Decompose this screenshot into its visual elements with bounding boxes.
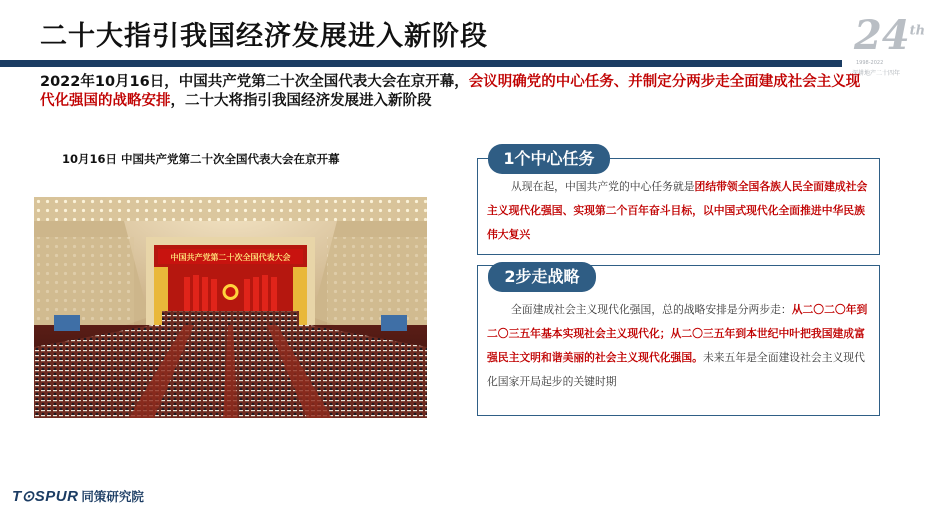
central-task-text bbox=[487, 175, 869, 247]
intro-paragraph bbox=[40, 73, 870, 111]
two-step-highlight: 从二〇二〇年到二〇三五年基本实现社会主义现代化；从二〇三五年到本世纪中叶把我国建成富强民主文明和谐美丽的社会主义现代化强国。 bbox=[487, 303, 868, 364]
two-step-tab: 2步走战略 bbox=[488, 262, 596, 292]
intro-text-1: 2022年10月16日，中国共产党第二十次全国代表大会在京开幕， bbox=[40, 74, 469, 90]
anniversary-logo bbox=[848, 12, 925, 82]
brand-chinese: 同策研究院 bbox=[81, 489, 144, 504]
congress-hall-photo bbox=[34, 197, 427, 418]
two-step-plain-2: 未来五年是全面建设社会主义现代化国家开局起步的关键时期 bbox=[487, 351, 865, 388]
two-step-plain-1: 全面建成社会主义现代化强国，总的战略安排是分两步走： bbox=[511, 303, 792, 316]
intro-text-3: ，二十大将指引我国经济发展进入新阶段 bbox=[170, 93, 432, 109]
page-title: 二十大指引我国经济发展进入新阶段 bbox=[40, 21, 488, 52]
central-task-tab: 1个中心任务 bbox=[488, 144, 610, 174]
logo-number: 24th bbox=[854, 12, 925, 59]
hall-banner-text: 中国共产党第二十次全国代表大会 bbox=[170, 253, 291, 262]
logo-motto: 深耕地产二十四年 bbox=[852, 70, 901, 77]
photo-caption: 10月16日 中国共产党第二十次全国代表大会在京开幕 bbox=[62, 152, 340, 166]
two-step-text bbox=[487, 298, 869, 394]
central-task-plain: 从现在起，中国共产党的中心任务就是 bbox=[511, 180, 695, 193]
logo-years: 1998-2022 bbox=[856, 60, 884, 66]
brand-english: T⊙SPUR bbox=[12, 488, 79, 505]
central-task-highlight: 团结带领全国各族人民全面建成社会主义现代化强国、实现第二个百年奋斗目标，以中国式现代化全面推进中华民族伟大复兴 bbox=[487, 180, 868, 241]
title-underline-bar bbox=[0, 60, 842, 67]
intro-highlight: 会议明确党的中心任务、并制定分两步走全面建成社会主义现代化强国的战略安排 bbox=[40, 74, 861, 109]
company-logo bbox=[12, 487, 144, 505]
